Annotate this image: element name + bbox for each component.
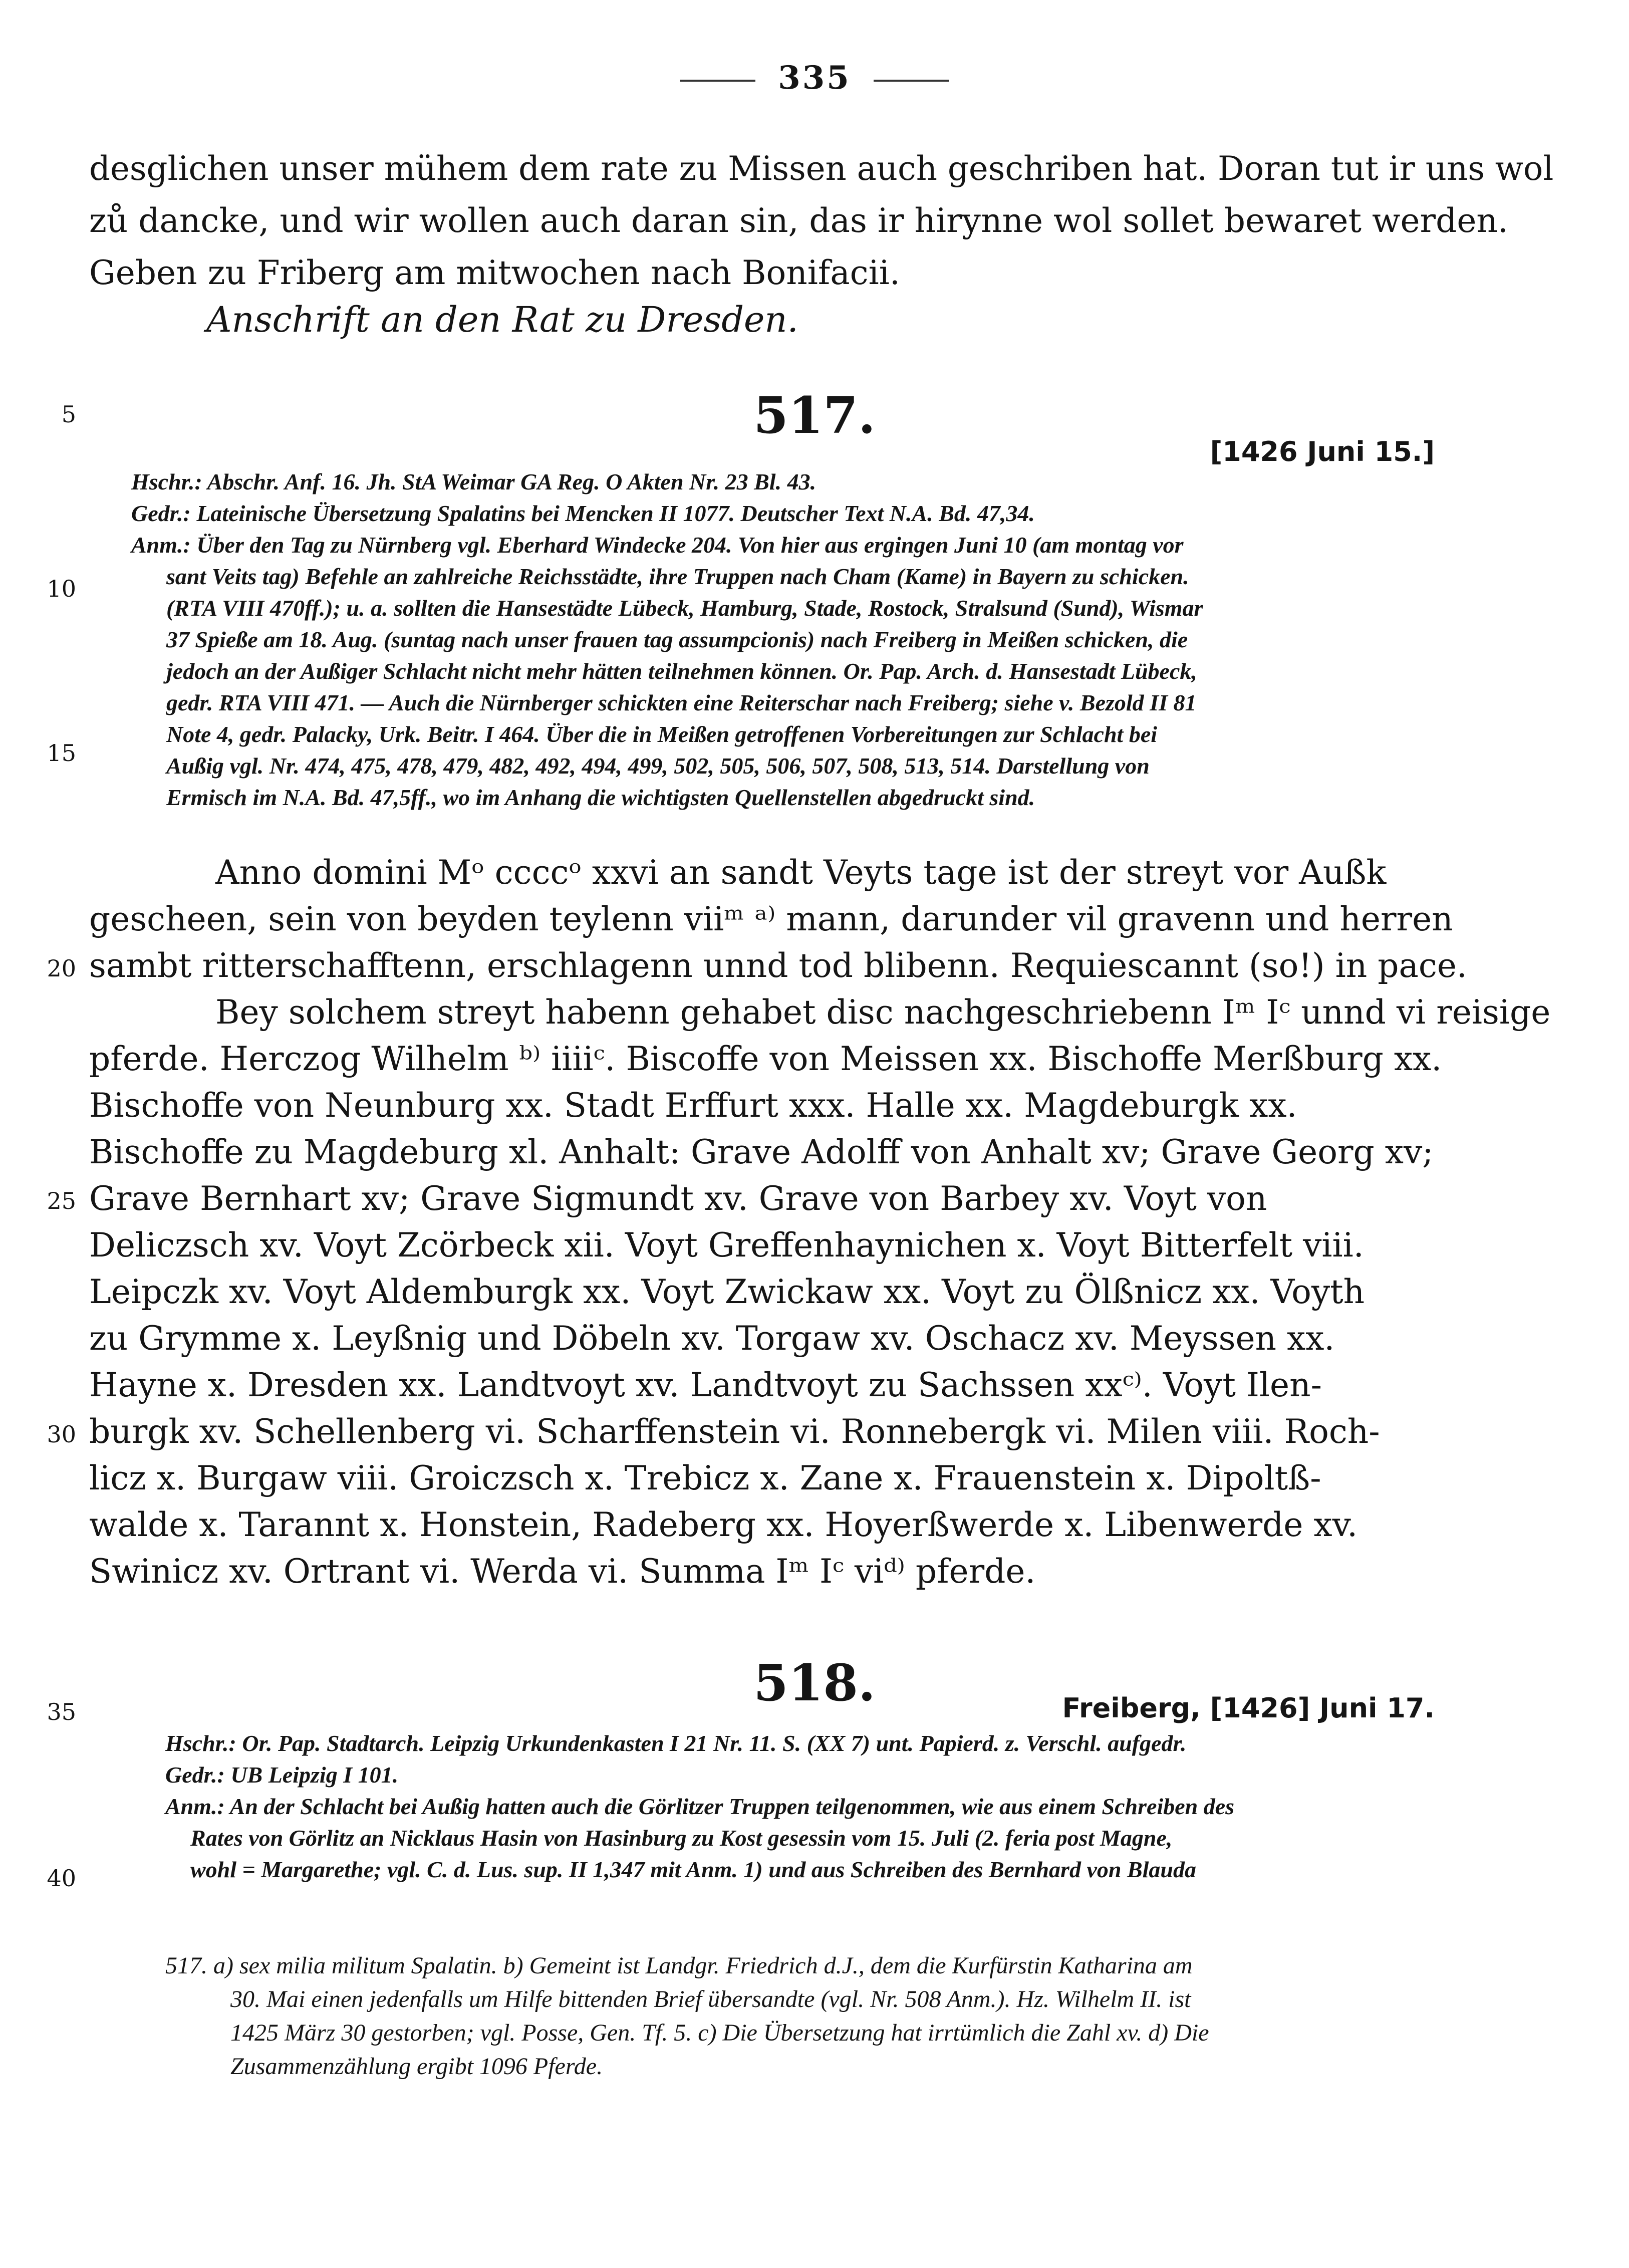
- footnote-line: 30. Mai einen jedenfalls um Hilfe bittenden Brief übersandte (vgl. Nr. 508 Anm.). Hz. Wilhelm II. ist: [230, 1986, 1191, 2012]
- doc517-text-line: burgk xv. Schellenberg vi. Scharffenstein vi. Ronnebergk vi. Milen viii. Roch-: [89, 1412, 1380, 1451]
- doc516-line-1: desglichen unser mühem dem rate zu Missen auch geschriben hat. Doran tut ir uns wol: [89, 149, 1554, 188]
- footnotes: [165, 1949, 1209, 2083]
- doc517-text-line: licz x. Burgaw viii. Groiczsch x. Trebicz x. Zane x. Frauenstein x. Dipoltß-: [89, 1459, 1321, 1497]
- doc516-line-2: zů dancke, und wir wollen auch daran sin, das ir hirynne wol sollet bewaret werden.: [89, 201, 1508, 240]
- doc518-note-line: wohl = Margarethe; vgl. C. d. Lus. sup. II 1,347 mit Anm. 1) und aus Schreiben des Bernhard von Blauda: [190, 1857, 1196, 1882]
- doc517-note-line: Ermisch im N.A. Bd. 47,5ff., wo im Anhang die wichtigsten Quellenstellen abgedruckt sind.: [166, 785, 1035, 810]
- line-number: 25: [47, 1187, 76, 1214]
- line-number: 35: [47, 1698, 76, 1725]
- doc517-text-line: Grave Bernhart xv; Grave Sigmundt xv. Grave von Barbey xv. Voyt von: [89, 1179, 1267, 1218]
- doc518-notes: [165, 1727, 1234, 1885]
- doc517-text-line: zu Grymme x. Leyßnig und Döbeln xv. Torgaw xv. Oschacz xv. Meyssen xx.: [89, 1319, 1335, 1358]
- doc517-text-line: Bey solchem streyt habenn gehabet disc nachgeschriebenn Iᵐ Iᶜ unnd vi reisige: [215, 993, 1551, 1032]
- doc517-note-line: jedoch an der Außiger Schlacht nicht mehr hätten teilnehmen können. Or. Pap. Arch. d. Hansestadt Lübeck,: [166, 658, 1197, 684]
- doc517-number: 517.: [753, 386, 876, 445]
- doc517-text-line: Deliczsch xv. Voyt Zcörbeck xii. Voyt Greffenhaynichen x. Voyt Bitterfelt viii.: [89, 1226, 1364, 1265]
- header-rule-left: [680, 80, 755, 82]
- doc518-number: 518.: [753, 1653, 876, 1712]
- doc517-text-line: Bischoffe von Neunburg xx. Stadt Erffurt xxx. Halle xx. Magdeburgk xx.: [89, 1086, 1297, 1125]
- doc518-note-line: Hschr.: Or. Pap. Stadtarch. Leipzig Urkundenkasten I 21 Nr. 11. S. (XX 7) unt. Papierd. z. Verschl. aufgedr.: [165, 1730, 1187, 1756]
- line-number: 30: [47, 1421, 76, 1448]
- doc517-note-line: Anm.: Über den Tag zu Nürnberg vgl. Eberhard Windecke 204. Von hier aus ergingen Juni 10 (am montag vor: [131, 532, 1184, 558]
- doc518-note-line: Rates von Görlitz an Nicklaus Hasin von Hasinburg zu Kost gesessin vom 15. Juli (2. feria post Magne,: [190, 1825, 1173, 1851]
- doc517-notes: [131, 466, 1203, 813]
- doc517-text-line: Swinicz xv. Ortrant vi. Werda vi. Summa Iᵐ Iᶜ viᵈ⁾ pferde.: [89, 1552, 1036, 1591]
- line-number: 5: [61, 401, 76, 428]
- doc517-date: [1426 Juni 15.]: [1210, 436, 1435, 467]
- doc516-line-3: Geben zu Friberg am mitwochen nach Bonifacii.: [89, 254, 900, 292]
- doc517-note-line: sant Veits tag) Befehle an zahlreiche Reichsstädte, ihre Truppen nach Cham (Kame) in Bayern zu schicken.: [166, 564, 1189, 589]
- doc517-text-line: Anno domini Mᵒ ccccᵒ xxvi an sandt Veyts tage ist der streyt vor Außk: [215, 853, 1387, 892]
- doc518-note-line: Gedr.: UB Leipzig I 101.: [165, 1762, 399, 1788]
- doc517-text-line: Hayne x. Dresden xx. Landtvoyt xv. Landtvoyt zu Sachssen xxᶜ⁾. Voyt Ilen-: [89, 1366, 1322, 1404]
- footnote-line: Zusammenzählung ergibt 1096 Pferde.: [230, 2053, 603, 2080]
- doc516-address: Anschrift an den Rat zu Dresden.: [206, 299, 798, 340]
- doc517-text-line: Leipczk xv. Voyt Aldemburgk xx. Voyt Zwickaw xx. Voyt zu Ölßnicz xx. Voyth: [89, 1273, 1365, 1311]
- page-header: [0, 59, 1629, 97]
- header-rule-right: [874, 80, 949, 82]
- line-number: 40: [47, 1865, 76, 1892]
- doc517-note-line: Note 4, gedr. Palacky, Urk. Beitr. I 464. Über die in Meißen getroffenen Vorbereitungen zur Schlacht bei: [166, 721, 1158, 747]
- doc517-note-line: Außig vgl. Nr. 474, 475, 478, 479, 482, 492, 494, 499, 502, 505, 506, 507, 508, 513, 514. Darstellung von: [166, 753, 1150, 779]
- doc518-note-line: Anm.: An der Schlacht bei Außig hatten auch die Görlitzer Truppen teilgenommen, wie aus einem Schreiben des: [165, 1794, 1235, 1819]
- line-number: 15: [47, 739, 76, 767]
- line-number: 20: [47, 955, 76, 982]
- page-number: 335: [778, 59, 851, 97]
- footnote-line: 1425 März 30 gestorben; vgl. Posse, Gen. Tf. 5. c) Die Übersetzung hat irrtümlich die Zahl xv. d) Die: [230, 2020, 1209, 2046]
- line-number: 10: [47, 575, 76, 602]
- doc517-text-line: pferde. Herczog Wilhelm ᵇ⁾ iiiiᶜ. Biscoffe von Meissen xx. Bischoffe Merßburg xx.: [89, 1040, 1442, 1078]
- doc517-text-line: Bischoffe zu Magdeburg xl. Anhalt: Grave Adolff von Anhalt xv; Grave Georg xv;: [89, 1133, 1434, 1171]
- doc517-note-line: (RTA VIII 470ff.); u. a. sollten die Hansestädte Lübeck, Hamburg, Stade, Rostock, Stralsund (Sund), Wismar: [166, 595, 1203, 621]
- doc517-note-line: Gedr.: Lateinische Übersetzung Spalatins bei Mencken II 1077. Deutscher Text N.A. Bd. 47,34.: [131, 500, 1035, 526]
- doc518-date: Freiberg, [1426] Juni 17.: [1062, 1692, 1435, 1724]
- doc517-note-line: Hschr.: Abschr. Anf. 16. Jh. StA Weimar GA Reg. O Akten Nr. 23 Bl. 43.: [131, 469, 817, 494]
- doc517-text-line: sambt ritterschafftenn, erschlagenn unnd tod blibenn. Requiescannt (so!) in pace.: [89, 946, 1467, 985]
- doc517-text-line: walde x. Tarannt x. Honstein, Radeberg xx. Hoyerßwerde x. Libenwerde xv.: [89, 1505, 1358, 1544]
- doc517-text-line: gescheen, sein von beyden teylenn viiᵐ ᵃ⁾ mann, darunder vil gravenn und herren: [89, 900, 1453, 938]
- doc517-note-line: 37 Spieße am 18. Aug. (suntag nach unser frauen tag assumpcionis) nach Freiberg in Meißen schicken, die: [166, 627, 1188, 652]
- footnote-line: 517. a) sex milia militum Spalatin. b) Gemeint ist Landgr. Friedrich d.J., dem die Kurfürstin Katharina am: [165, 1952, 1193, 1979]
- doc517-note-line: gedr. RTA VIII 471. — Auch die Nürnberger schickten eine Reiterschar nach Freiberg; siehe v. Bezold II 81: [166, 690, 1197, 715]
